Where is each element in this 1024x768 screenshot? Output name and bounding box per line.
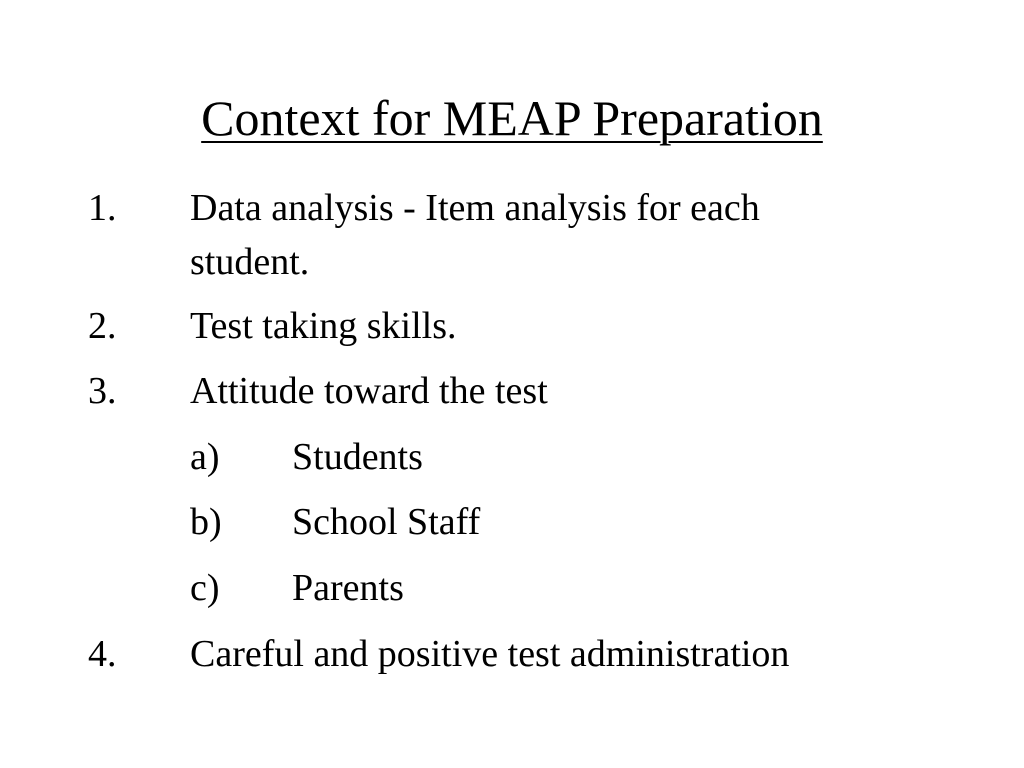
list-item-text: Attitude toward the test	[190, 370, 548, 412]
sub-item-text: School Staff	[292, 501, 481, 543]
list-item-number: 2.	[88, 305, 117, 347]
sub-item-text: Students	[292, 436, 423, 478]
sub-item-letter: b)	[190, 501, 222, 543]
list-item-number: 4.	[88, 633, 117, 675]
sub-item-letter: a)	[190, 436, 220, 478]
list-item-text: student.	[190, 241, 310, 283]
list-item-text: Test taking skills.	[190, 305, 457, 347]
list-item-number: 1.	[88, 187, 117, 229]
slide-title: Context for MEAP Preparation	[201, 90, 823, 146]
sub-item-text: Parents	[292, 567, 404, 609]
sub-item-letter: c)	[190, 567, 220, 609]
list-item-text: Careful and positive test administration	[190, 633, 790, 675]
list-item-number: 3.	[88, 370, 117, 412]
list-item-text: Data analysis - Item analysis for each	[190, 187, 760, 229]
